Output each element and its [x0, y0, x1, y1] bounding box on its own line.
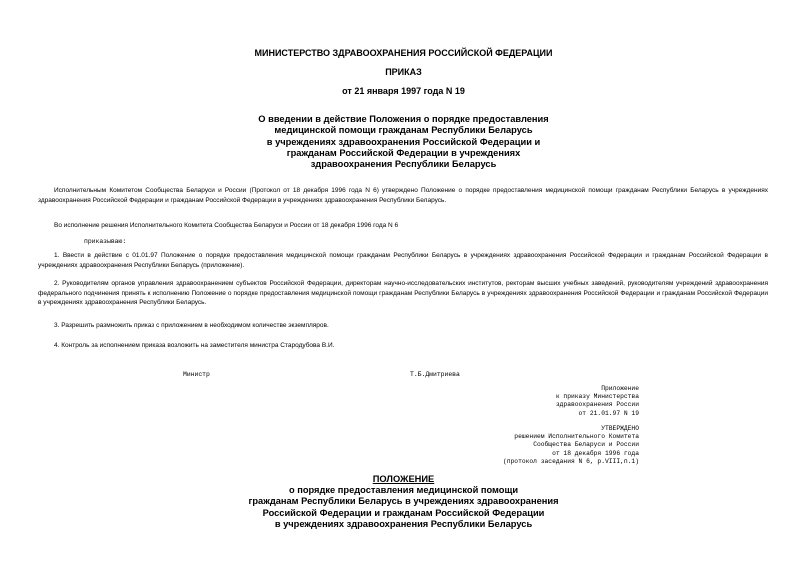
- regulation-title-line: гражданам Республики Беларусь в учреждениях здравоохранения: [248, 496, 559, 507]
- annex-reference: [556, 385, 639, 418]
- paragraph-item-1: [38, 251, 768, 270]
- paragraph-text: 3. Разрешить размножить приказ с приложением в необходимом количестве экземпляров.: [54, 322, 329, 329]
- order-title-line: в учреждениях здравоохранения Российской Федерации и: [266, 136, 541, 147]
- annex-line: здравоохранения России: [555, 401, 639, 409]
- paragraph-item-4: [38, 341, 768, 351]
- paragraph-item-2: [38, 279, 768, 308]
- order-title: [0, 114, 807, 170]
- regulation-title-line: о порядке предоставления медицинской помощи: [288, 485, 519, 496]
- paragraph-basis: [38, 221, 768, 231]
- order-title-line: О введении в действие Положения о порядке предоставления: [258, 114, 549, 124]
- paragraph-text: Во исполнение решения Исполнительного Комитета Сообщества Беларуси и России от 18 декабря 1996 года N 6: [54, 222, 399, 229]
- ministry-heading: МИНИСТЕРСТВО ЗДРАВООХРАНЕНИЯ РОССИЙСКОЙ ФЕДЕРАЦИИ: [254, 48, 553, 58]
- regulation-title: [0, 474, 807, 530]
- approval-line: решением Исполнительного Комитета: [514, 433, 639, 441]
- annex-line: к приказу Министерства: [555, 393, 639, 401]
- approval-stamp-text: [503, 425, 639, 466]
- order-word: приказываю:: [84, 238, 127, 245]
- paragraph-text: 4. Контроль за исполнением приказа возложить на заместителя министра Стародубова В.И.: [54, 342, 335, 349]
- annex-line: от 21.01.97 N 19: [578, 409, 639, 417]
- signature-name: Т.Б.Дмитриева: [410, 371, 460, 378]
- regulation-heading: ПОЛОЖЕНИЕ: [372, 474, 435, 484]
- paragraph-text: Исполнительным Комитетом Сообщества Беларуси и России (Протокол от 18 декабря 1996 года N 6) утверждено Положение о порядке предоставления медицинской помощи гражданам Республики Беларусь в учреждениях здравоохранения Российской Федерации и гражданам Российской Федерации в учреждениях здравоохранения Республики Беларусь.: [38, 187, 768, 204]
- approval-line: УТВЕРЖДЕНО: [601, 425, 639, 432]
- annex-line: Приложение: [601, 385, 639, 392]
- approval-line: Сообщества Беларуси и России: [533, 441, 639, 449]
- regulation-title-line: в учреждениях здравоохранения Республики Беларусь: [274, 518, 533, 529]
- doc-type-heading: ПРИКАЗ: [385, 67, 422, 77]
- approval-line: (протокол заседания N 6, р.VIII,п.1): [502, 457, 639, 465]
- approval-line: от 18 декабря 1996 года: [552, 449, 639, 457]
- order-title-line: гражданам Российской Федерации в учреждениях: [286, 147, 521, 158]
- paragraph-preamble: [38, 186, 768, 205]
- paragraph-text: 1. Ввести в действие с 01.01.97 Положение о порядке предоставления медицинской помощи гражданам Республики Беларусь в учреждениях здравоохранения Российской Федерации и гражданам Российской Федерации в учреждениях здравоохранения Республики Беларусь (приложение).: [38, 252, 768, 269]
- date-number-heading: от 21 января 1997 года N 19: [342, 86, 465, 96]
- order-title-line: здравоохранения Республики Беларусь: [310, 159, 497, 170]
- signature-role: Министр: [183, 371, 210, 378]
- regulation-title-line: Российской Федерации и гражданам Российской Федерации: [262, 507, 545, 518]
- paragraph-text: 2. Руководителям органов управления здравоохранением субъектов Российской Федерации, директорам научно-исследовательских институтов, ректорам высших учебных заведений, руководителям учреждений здравоохранения федерального подчинения принять к исполнению Положение о порядке предоставления медицинской помощи гражданам Республики Беларусь в учреждениях здравоохранения Российской Федерации и гражданам Российской Федерации в учреждениях здравоохранения Республики Беларусь.: [38, 280, 768, 306]
- order-title-line: медицинской помощи гражданам Республики Беларусь: [274, 125, 533, 136]
- paragraph-item-3: [38, 321, 768, 331]
